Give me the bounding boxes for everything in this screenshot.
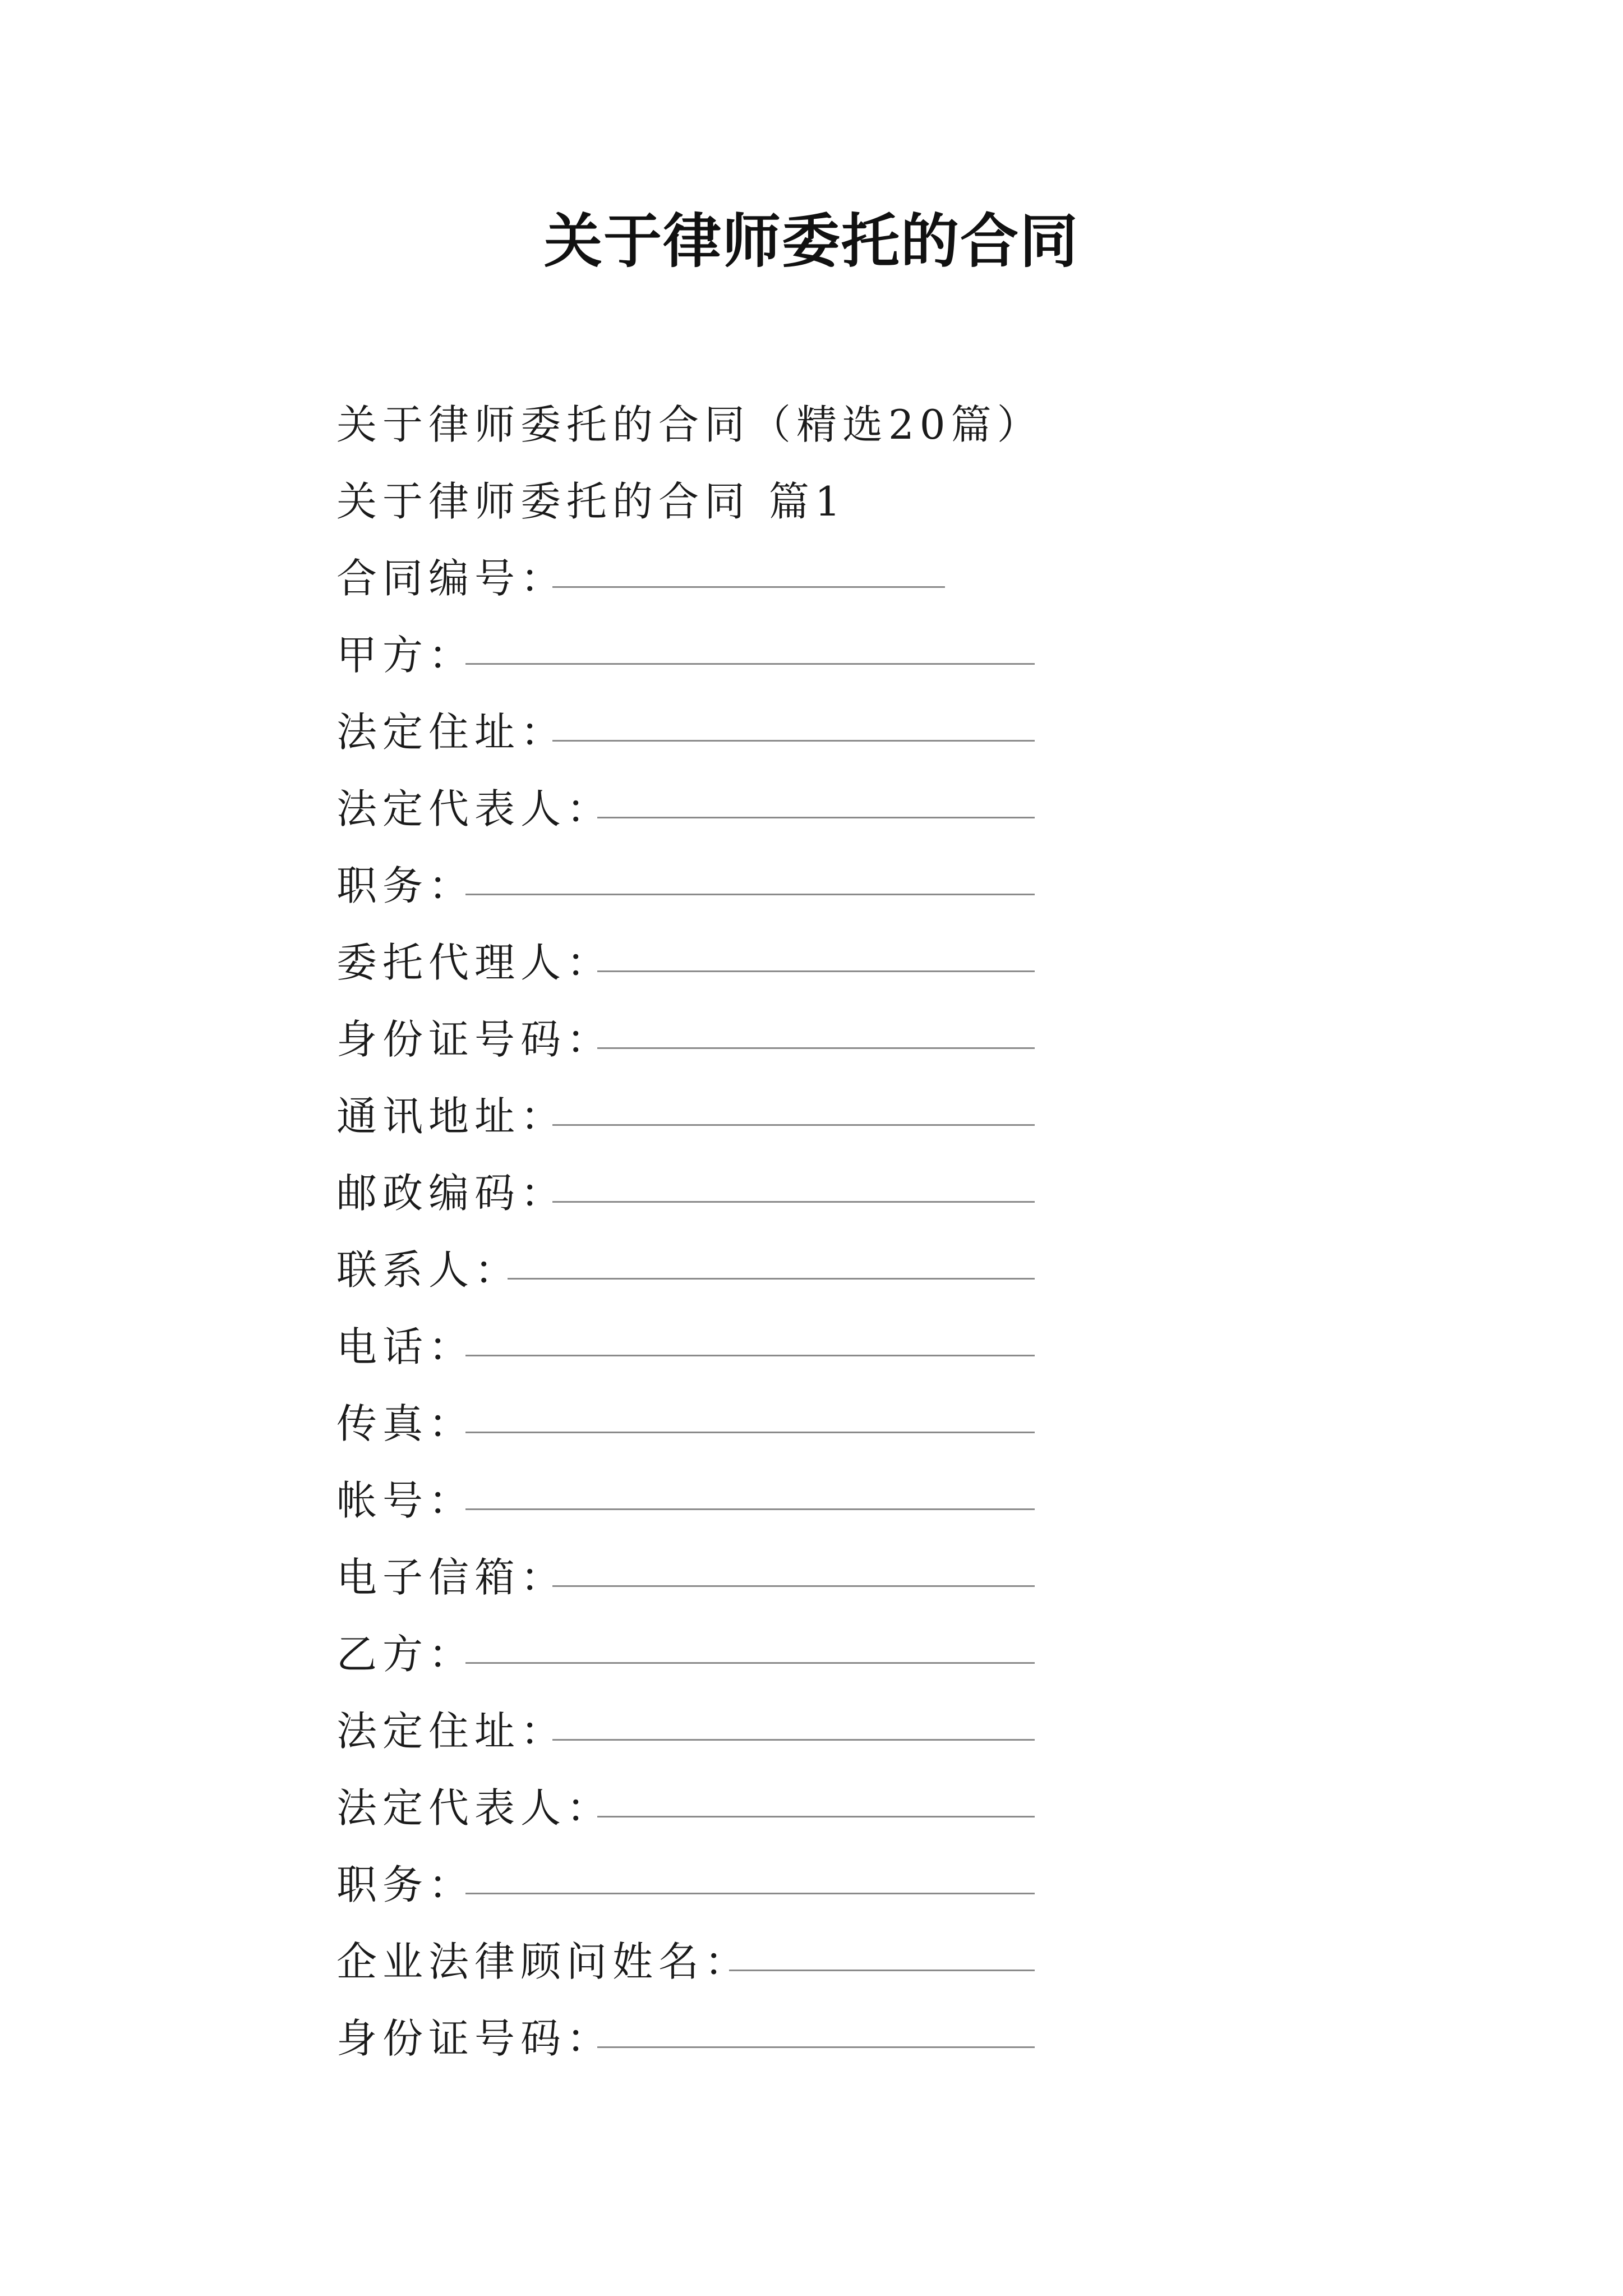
field-row-legal-representative <box>336 760 1066 837</box>
field-row-fax <box>336 1375 1066 1452</box>
field-label: 职务： <box>336 1861 475 1908</box>
field-label: 法定住址： <box>336 708 567 756</box>
field-row-legal-representative-b <box>336 1759 1066 1836</box>
blank-underline <box>597 1816 1035 1818</box>
field-label: 法定住址： <box>336 1708 567 1755</box>
blank-underline <box>552 586 945 588</box>
field-label: 委托代理人： <box>336 939 613 986</box>
blank-underline <box>465 894 1035 895</box>
field-label: 法定代表人： <box>336 785 613 832</box>
field-label: 企业法律顾问姓名： <box>336 1938 751 1985</box>
field-label: 帐号： <box>336 1477 475 1524</box>
field-label: 职务： <box>336 862 475 909</box>
blank-underline <box>465 1432 1035 1433</box>
field-row-email <box>336 1529 1066 1605</box>
blank-underline <box>465 663 1035 665</box>
field-label: 电话： <box>336 1323 475 1370</box>
document-body <box>336 376 1066 2067</box>
field-row-contract-number <box>336 530 1066 606</box>
document-title: 关于律师委托的合同 <box>543 207 1079 275</box>
blank-underline <box>729 1970 1035 1971</box>
field-row-postal-code <box>336 1144 1066 1221</box>
blank-underline <box>552 1739 1035 1741</box>
field-label: 合同编号： <box>336 555 567 602</box>
field-row-contact <box>336 1221 1066 1298</box>
section-heading <box>336 453 1066 530</box>
field-label: 电子信箱： <box>336 1554 567 1601</box>
blank-underline <box>552 1201 1035 1203</box>
blank-underline <box>465 1355 1035 1356</box>
field-row-agent <box>336 914 1066 991</box>
blank-underline <box>465 1662 1035 1664</box>
field-row-counsel-name <box>336 1913 1066 1990</box>
field-row-position <box>336 837 1066 914</box>
blank-underline <box>597 817 1035 818</box>
blank-underline <box>597 2046 1035 2048</box>
document-subtitle <box>336 376 1066 453</box>
blank-underline <box>508 1278 1035 1280</box>
blank-underline <box>465 1508 1035 1510</box>
field-row-position-b <box>336 1836 1066 1913</box>
blank-underline <box>552 1124 1035 1126</box>
field-row-party-b <box>336 1605 1066 1682</box>
field-row-phone <box>336 1298 1066 1375</box>
subtitle-text: 关于律师委托的合同（精选20篇） <box>336 401 1043 448</box>
field-row-legal-address <box>336 683 1066 760</box>
blank-underline <box>465 1893 1035 1894</box>
section-heading-text: 关于律师委托的合同 篇1 <box>336 478 846 525</box>
blank-underline <box>552 740 1035 742</box>
field-label: 甲方： <box>336 632 475 679</box>
field-row-legal-address-b <box>336 1682 1066 1759</box>
blank-underline <box>597 1047 1035 1049</box>
field-label: 传真： <box>336 1400 475 1447</box>
field-label: 乙方： <box>336 1631 475 1678</box>
field-label: 邮政编码： <box>336 1170 567 1217</box>
field-label: 通讯地址： <box>336 1093 567 1140</box>
field-row-party-a <box>336 606 1066 683</box>
field-row-account <box>336 1452 1066 1529</box>
field-label: 联系人： <box>336 1246 521 1294</box>
field-row-mailing-address <box>336 1068 1066 1144</box>
field-row-id-number <box>336 991 1066 1068</box>
field-row-id-number-b <box>336 1990 1066 2067</box>
field-label: 法定代表人： <box>336 1784 613 1832</box>
blank-underline <box>552 1585 1035 1587</box>
field-label: 身份证号码： <box>336 1016 613 1063</box>
field-label: 身份证号码： <box>336 2015 613 2062</box>
blank-underline <box>597 970 1035 972</box>
